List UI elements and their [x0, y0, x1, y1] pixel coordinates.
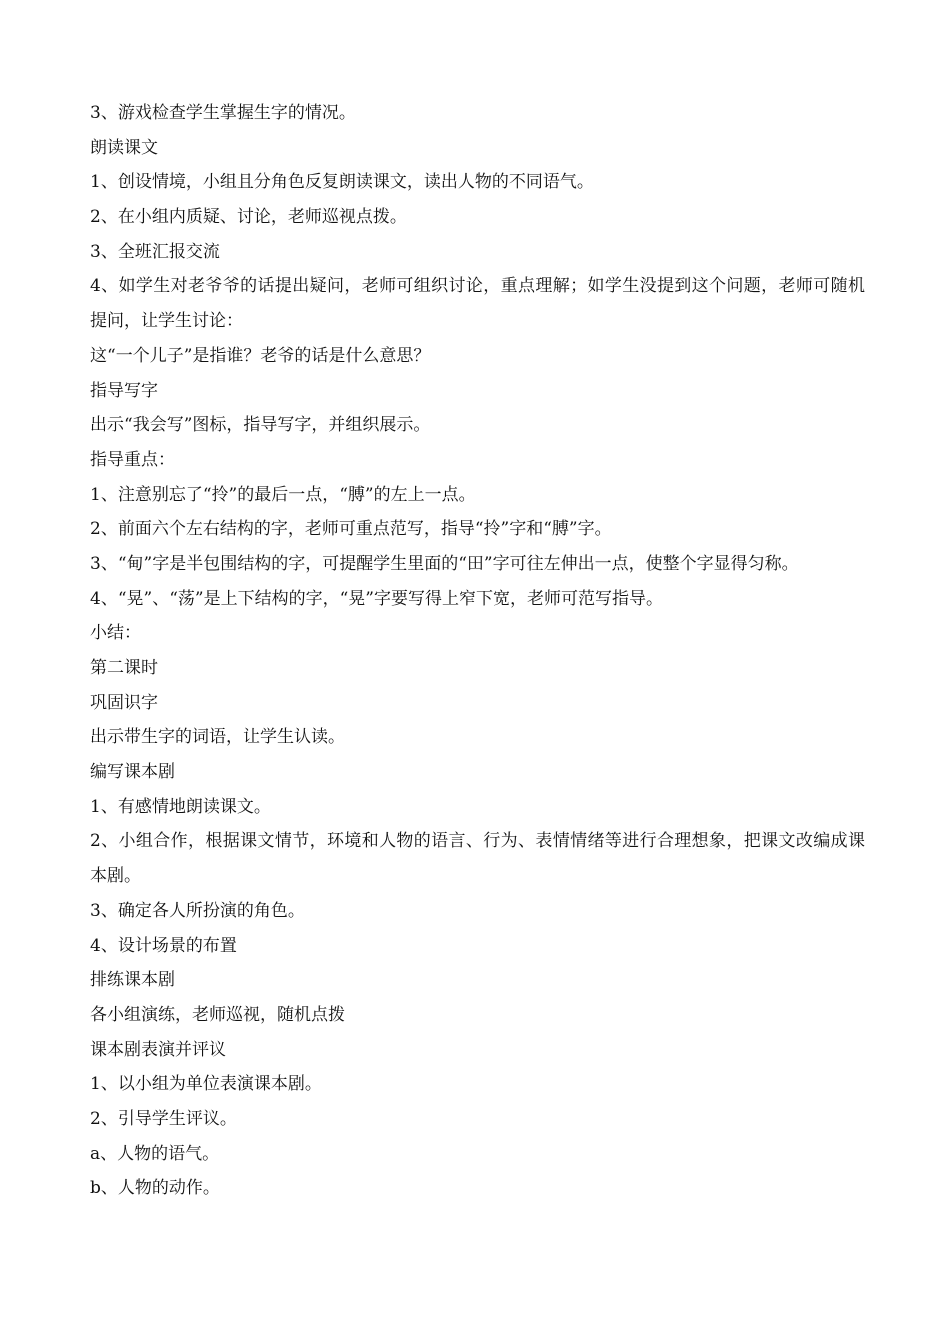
- text-line: 出示带生字的词语，让学生认读。: [90, 727, 345, 748]
- text-line: 4、设计场景的布置: [90, 935, 237, 956]
- text-line: 出示“我会写”图标，指导写字，并组织展示。: [90, 415, 431, 436]
- text-line: 3、全班汇报交流: [90, 241, 220, 262]
- text-line: 3、游戏检查学生掌握生字的情况。: [90, 103, 356, 123]
- text-line: 3、确定各人所扮演的角色。: [90, 900, 305, 921]
- section-heading: 第二课时: [90, 658, 158, 679]
- text-line: 2、引导学生评议。: [90, 1109, 237, 1130]
- text-line: 这“一个儿子”是指谁？老爷的话是什么意思？: [90, 345, 431, 366]
- section-heading: 指导重点：: [90, 449, 175, 470]
- document-body: [90, 96, 865, 1206]
- text-line: 2、在小组内质疑、讨论，老师巡视点拨。: [90, 207, 407, 228]
- text-line: a、人物的语气。: [90, 1143, 220, 1164]
- text-paragraph: 4、如学生对老爷爷的话提出疑问，老师可组织讨论，重点理解；如学生没提到这个问题，老师可随机提问，让学生讨论：: [90, 276, 865, 332]
- text-line: 4、“晃”、“荡”是上下结构的字，“晃”字要写得上窄下宽，老师可范写指导。: [90, 588, 663, 609]
- text-paragraph: 3、“甸”字是半包围结构的字，可提醒学生里面的“田”字可往左伸出一点，使整个字显得匀称。: [90, 553, 799, 574]
- section-heading: 课本剧表演并评议: [90, 1039, 226, 1060]
- section-heading: 小结：: [90, 623, 141, 644]
- section-heading: 排练课本剧: [90, 970, 175, 991]
- text-line: 2、前面六个左右结构的字，老师可重点范写，指导“拎”字和“膊”字。: [90, 519, 612, 540]
- text-line: 1、以小组为单位表演课本剧。: [90, 1074, 322, 1095]
- text-line: b、人物的动作。: [90, 1178, 220, 1199]
- section-heading: 巩固识字: [90, 692, 158, 713]
- text-line: 各小组演练，老师巡视，随机点拨: [90, 1004, 345, 1025]
- section-heading: 指导写字: [90, 380, 158, 401]
- text-line: 1、创设情境，小组且分角色反复朗读课文，读出人物的不同语气。: [90, 172, 594, 193]
- section-heading: 朗读课文: [90, 137, 158, 158]
- text-paragraph: 2、小组合作，根据课文情节，环境和人物的语言、行为、表情情绪等进行合理想象，把课文改编成课本剧。: [90, 831, 865, 887]
- text-line: 1、注意别忘了“拎”的最后一点，“膊”的左上一点。: [90, 484, 476, 505]
- text-line: 1、有感情地朗读课文。: [90, 796, 271, 817]
- section-heading: 编写课本剧: [90, 762, 175, 783]
